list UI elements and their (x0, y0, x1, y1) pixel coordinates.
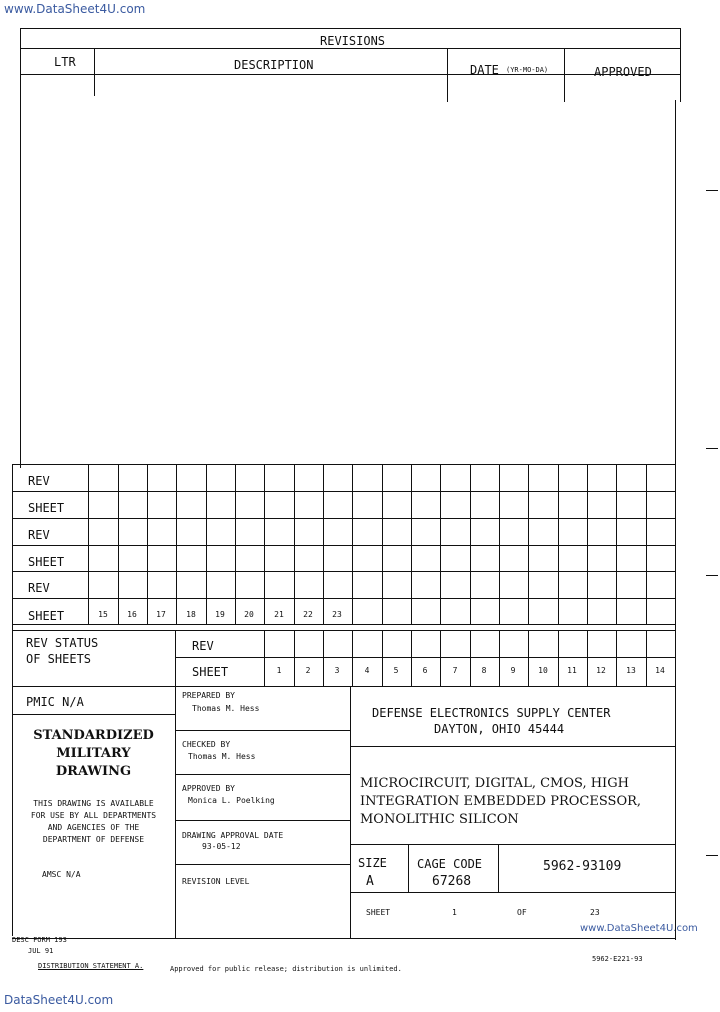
rev-status-label: REV STATUS (26, 636, 99, 650)
sheet-number: 7 (452, 666, 458, 675)
rev-status-sheet-label: SHEET (192, 665, 229, 679)
sheet-number: 6 (422, 666, 428, 675)
sheet-number: 9 (510, 666, 516, 675)
availability-line: AND AGENCIES OF THE (47, 823, 140, 832)
sheet-label: SHEET (366, 908, 391, 917)
approved-name: Monica L. Poelking (188, 796, 275, 805)
smd-title-line2: MILITARY (56, 746, 131, 761)
watermark-mid: www.DataSheet4U.com (580, 923, 698, 934)
sheet-number: 23 (332, 610, 342, 619)
of-label: OF (517, 908, 527, 917)
approval-date-label: DRAWING APPROVAL DATE (182, 831, 284, 840)
watermark-bottom: DataSheet4U.com (4, 993, 114, 1007)
availability-line: FOR USE BY ALL DEPARTMENTS (30, 811, 157, 820)
sheet-number: 13 (626, 666, 636, 675)
rev-sheet-grid (12, 464, 676, 624)
availability-line: THIS DRAWING IS AVAILABLE (33, 799, 154, 808)
rev-status-label-2: OF SHEETS (26, 652, 92, 666)
cage-code-value: 67268 (432, 874, 472, 889)
col-ltr: LTR (54, 55, 76, 69)
sheet-number: 22 (303, 610, 313, 619)
cage-code-label: CAGE CODE (417, 857, 483, 871)
prepared-label: PREPARED BY (182, 691, 235, 700)
part-title-line3: MONOLITHIC SILICON (360, 812, 519, 827)
sheet-number: 21 (274, 610, 284, 619)
sheet-number: 3 (334, 666, 340, 675)
row-label-rev: REV (28, 474, 50, 488)
sheet-number: 17 (156, 610, 166, 619)
size-label: SIZE (358, 856, 387, 870)
row-label-sheet: SHEET (28, 609, 65, 623)
sheet-number: 19 (215, 610, 225, 619)
sheet-number: 5 (393, 666, 399, 675)
revisions-title: REVISIONS (320, 34, 386, 48)
row-label-rev: REV (28, 528, 50, 542)
rev-status-rev-label: REV (192, 639, 214, 653)
sheet-number: 4 (364, 666, 370, 675)
of-value: 23 (590, 908, 600, 917)
agency-address: DAYTON, OHIO 45444 (434, 722, 565, 736)
part-title-line2: INTEGRATION EMBEDDED PROCESSOR, (360, 794, 642, 809)
distribution-label: DISTRIBUTION STATEMENT A. (38, 962, 144, 970)
pmic-label: PMIC N/A (26, 695, 84, 709)
col-date-format: (YR-MO-DA) (506, 66, 549, 74)
col-description: DESCRIPTION (234, 58, 314, 72)
approval-date-value: 93-05-12 (202, 842, 241, 851)
sheet-number: 14 (655, 666, 665, 675)
revision-level-label: REVISION LEVEL (182, 877, 250, 886)
sheet-number: 20 (244, 610, 254, 619)
sheet-value: 1 (452, 908, 457, 917)
sheet-number: 15 (98, 610, 108, 619)
col-approved: APPROVED (594, 65, 652, 79)
document-code: 5962-E221-93 (592, 955, 643, 963)
margin-tick (706, 855, 718, 856)
sheet-number: 1 (276, 666, 282, 675)
approved-label: APPROVED BY (182, 784, 235, 793)
sheet-number: 8 (481, 666, 487, 675)
form-number: DESC FORM 193 (12, 936, 67, 944)
form-date: JUL 91 (28, 947, 54, 955)
margin-tick (706, 575, 718, 576)
drawing-number: 5962-93109 (543, 859, 622, 874)
sheet-number: 18 (186, 610, 196, 619)
sheet-number: 10 (538, 666, 548, 675)
margin-tick (706, 448, 718, 449)
distribution-text: Approved for public release; distribution is unlimited. (170, 965, 402, 973)
watermark-top: www.DataSheet4U.com (4, 2, 146, 16)
smd-title-line1: STANDARDIZED (33, 728, 154, 743)
margin-tick (706, 190, 718, 191)
sheet-number: 2 (305, 666, 311, 675)
sheet-number: 16 (127, 610, 137, 619)
part-title-line1: MICROCIRCUIT, DIGITAL, CMOS, HIGH (360, 776, 629, 791)
prepared-name: Thomas M. Hess (192, 704, 260, 713)
size-value: A (366, 874, 374, 889)
checked-name: Thomas M. Hess (188, 752, 256, 761)
amsc-label: AMSC N/A (42, 870, 81, 879)
sheet-number: 12 (596, 666, 606, 675)
availability-line: DEPARTMENT OF DEFENSE (42, 835, 145, 844)
smd-title-line3: DRAWING (55, 764, 132, 779)
sheet-number: 11 (567, 666, 577, 675)
col-date: DATE (470, 63, 499, 77)
row-label-rev: REV (28, 581, 50, 595)
checked-label: CHECKED BY (182, 740, 231, 749)
row-label-sheet: SHEET (28, 555, 65, 569)
row-label-sheet: SHEET (28, 501, 65, 515)
rev-status-grid (12, 630, 676, 686)
agency-name: DEFENSE ELECTRONICS SUPPLY CENTER (372, 706, 611, 720)
